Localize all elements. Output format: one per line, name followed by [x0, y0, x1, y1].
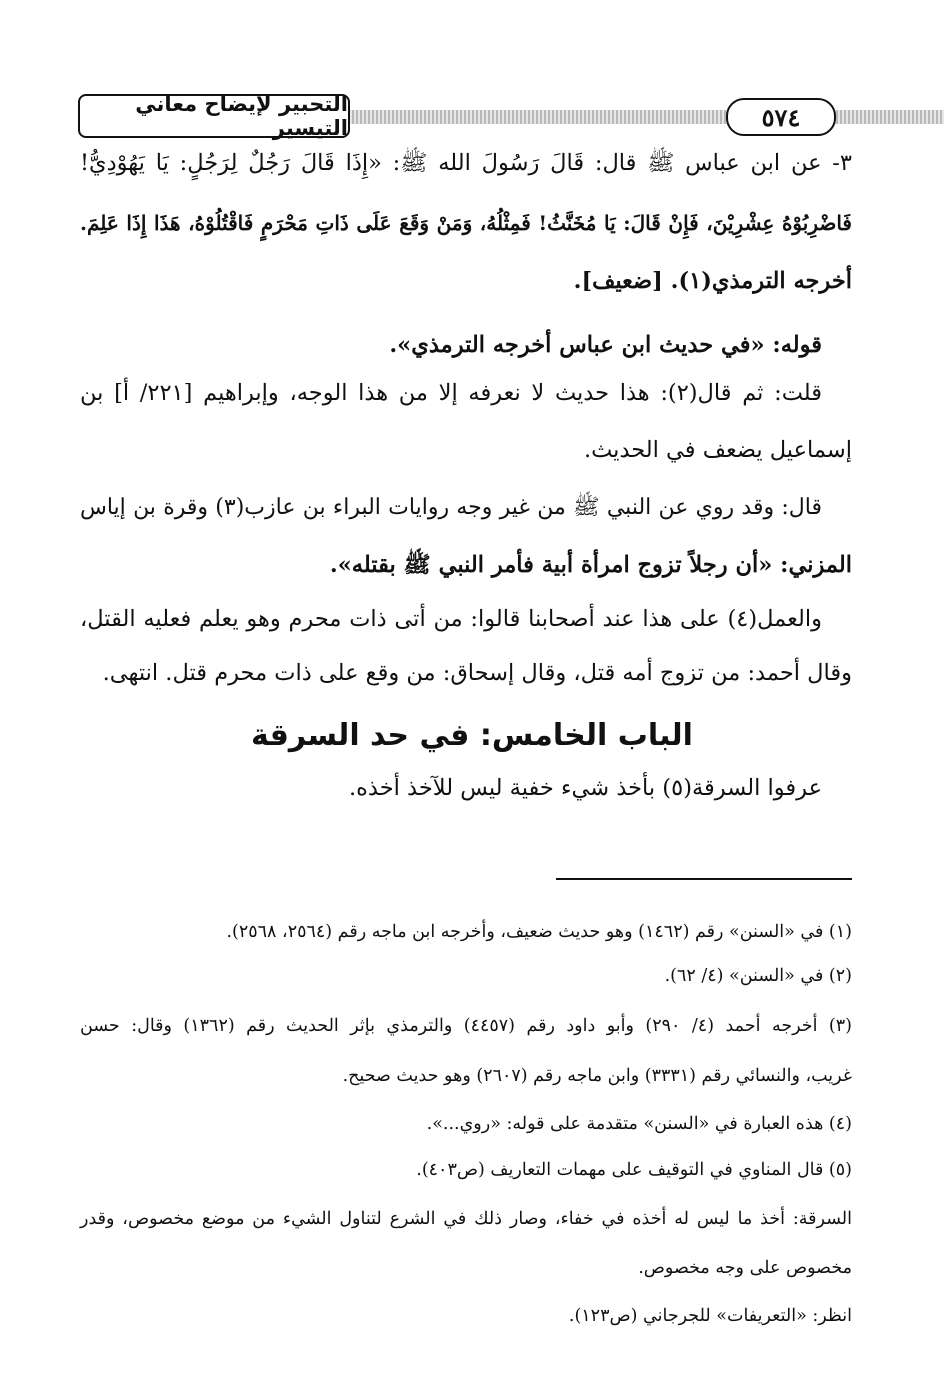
- footnote-5-definition-line-2: مخصوص على وجه مخصوص.: [638, 1258, 852, 1278]
- hadith-source: أخرجه الترمذي(١). [ضعيف].: [573, 268, 852, 294]
- page-number: [726, 98, 836, 136]
- footnote-5-definition-line-1: السرقة: أخذ ما ليس له أخذه في خفاء، وصار ذلك في الشرع لتناول الشيء من موضع مخصوص، وقدر: [80, 1209, 852, 1229]
- header-decorative-band: [348, 110, 944, 124]
- footnote-1: (١) في «السنن» رقم (١٤٦٢) وهو حديث ضعيف، وأخرجه ابن ماجه رقم (٢٥٦٤، ٢٥٦٨).: [226, 922, 852, 942]
- footnote-separator: [556, 878, 852, 880]
- footnote-5-reference: انظر: «التعريفات» للجرجاني (ص١٢٣).: [568, 1306, 852, 1326]
- footnote-2: (٢) في «السنن» (٤/ ٦٢).: [664, 966, 852, 986]
- qult-line-2: إسماعيل يضعف في الحديث.: [583, 437, 852, 463]
- qawluh-line: قوله: «في حديث ابن عباس أخرجه الترمذي».: [389, 332, 822, 358]
- book-title: [78, 94, 350, 138]
- chapter-heading: الباب الخامس: في حد السرقة: [251, 718, 693, 753]
- qal-line-2: المزني: «أن رجلاً تزوج امرأة أبية فأمر النبي ﷺ بقتله».: [329, 552, 852, 578]
- page-number-text: ٥٧٤: [761, 102, 801, 132]
- theft-definition: عرفوا السرقة(٥) بأخذ شيء خفية ليس للآخذ أخذه.: [348, 775, 822, 801]
- hadith-line-2: فَاضْرِبُوْهُ عِشْرِيْنَ، فَإِنْ قَالَ: يَا مُخَنَّثُ! فَمِثْلُهُ، وَمَنْ وَقَعَ عَلَى ذَاتِ مَحْرَمٍ فَاقْتُلُوْهُ، هَذَا إِذَا عَلِمَ.: [80, 211, 852, 235]
- footnote-3-line-1: (٣) أخرجه أحمد (٤/ ٢٩٠) وأبو داود رقم (٤٤٥٧) والترمذي بإثر الحديث رقم (١٣٦٢) وقال: حسن: [80, 1016, 852, 1036]
- running-header: [78, 92, 868, 142]
- qult-line-1: قلت: ثم قال(٢): هذا حديث لا نعرفه إلا من هذا الوجه، وإبراهيم [٢٢١/ أ] بن: [80, 380, 823, 406]
- amal-line-1: والعمل(٤) على هذا عند أصحابنا قالوا: من أتى ذات محرم وهو يعلم فعليه القتل،: [80, 606, 822, 632]
- footnote-3-line-2: غريب، والنسائي رقم (٣٣٣١) وابن ماجه رقم (٢٦٠٧) وهو حديث صحيح.: [342, 1066, 852, 1086]
- qal-line-1: قال: وقد روي عن النبي ﷺ من غير وجه روايات البراء بن عازب(٣) وقرة بن إياس: [80, 495, 822, 520]
- amal-line-2: وقال أحمد: من تزوج أمه قتل، وقال إسحاق: من وقع على ذات محرم قتل. انتهى.: [102, 660, 852, 686]
- book-title-text: التحبير لإيضاح معاني التيسير: [135, 92, 348, 140]
- footnote-5: (٥) قال المناوي في التوقيف على مهمات التعاريف (ص٤٠٣).: [416, 1160, 852, 1180]
- footnote-4: (٤) هذه العبارة في «السنن» متقدمة على قوله: «روي...».: [426, 1114, 852, 1134]
- hadith-line-1: ٣- عن ابن عباس ﷺ قال: قَالَ رَسُولَ الله ﷺ: «إِذَا قَالَ رَجُلٌ لِرَجُلٍ: يَا يَهُوْدِيُّ!: [80, 150, 852, 176]
